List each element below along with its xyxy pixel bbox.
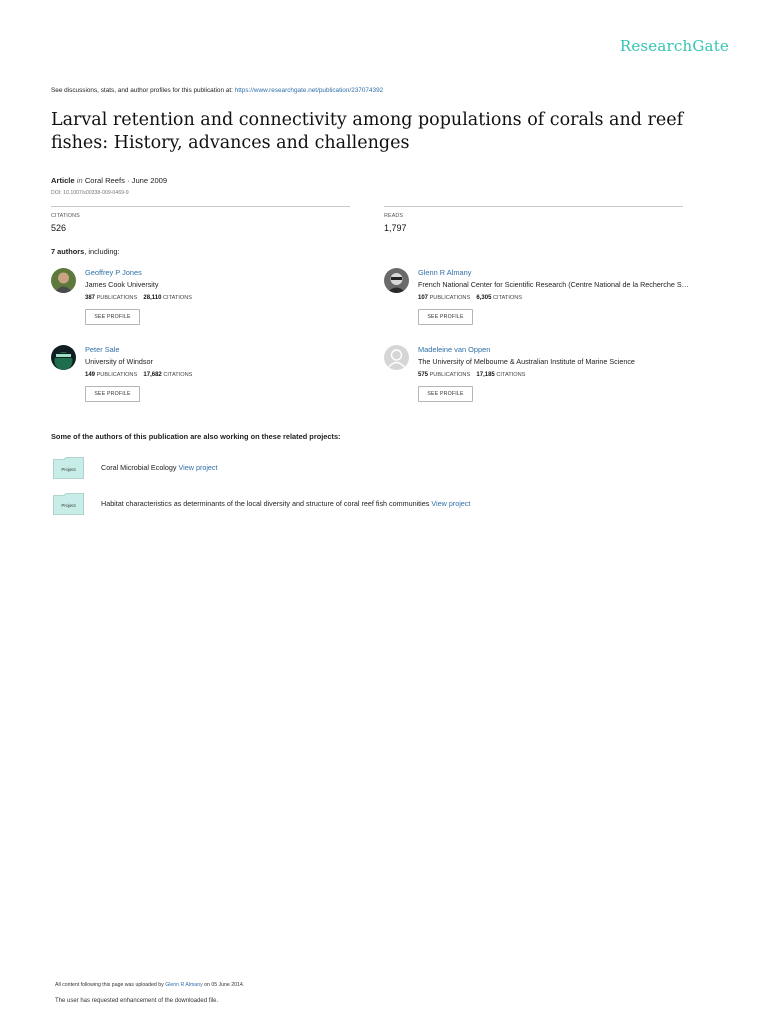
researchgate-logo[interactable]: ResearchGate	[619, 37, 729, 55]
author-institution: The University of Melbourne & Australian Institute of Marine Science	[418, 357, 635, 366]
default-user-icon	[384, 345, 409, 370]
publications-count: 575	[418, 372, 429, 378]
author-card	[51, 345, 391, 415]
author-stats	[418, 295, 522, 301]
uploader-link[interactable]: Glenn R Almany	[165, 982, 203, 988]
reads-label: READS	[384, 213, 404, 219]
citations-label: CITATIONS	[163, 295, 193, 301]
doi: DOI: 10.1007/s00338-009-0469-9	[51, 190, 129, 196]
citations-count: 28,110	[143, 295, 162, 301]
author-institution: University of Windsor	[85, 357, 153, 366]
publications-label: PUBLICATIONS	[96, 372, 138, 378]
see-profile-button[interactable]: SEE PROFILE	[418, 309, 473, 325]
discussion-text: See discussions, stats, and author profiles for this publication at:	[51, 87, 233, 94]
project-icon-label: Project	[61, 467, 76, 472]
author-avatar[interactable]	[384, 345, 409, 370]
see-profile-button[interactable]: SEE PROFILE	[85, 309, 140, 325]
citations-count: 6,305	[476, 295, 492, 301]
article-meta	[51, 176, 167, 185]
project-icon-label: Project	[61, 503, 76, 508]
publication-title: Larval retention and connectivity among populations of corals and reef fishes: History, advances and challenges	[51, 110, 684, 153]
author-name[interactable]: Peter Sale	[85, 345, 120, 354]
author-avatar[interactable]	[51, 268, 76, 293]
citations-label: CITATIONS	[496, 372, 526, 378]
citations-label: CITATIONS	[51, 213, 80, 219]
upload-note	[55, 982, 244, 988]
project-title: Coral Microbial Ecology	[101, 463, 177, 472]
publications-label: PUBLICATIONS	[96, 295, 138, 301]
project-title: Habitat characteristics as determinants of the local diversity and structure of coral reef fish communities	[101, 499, 430, 508]
citations-label: CITATIONS	[163, 372, 193, 378]
author-card	[384, 345, 724, 415]
publication-url-link[interactable]: https://www.researchgate.net/publication/237074392	[234, 87, 384, 94]
person-photo-icon	[51, 268, 76, 293]
person-photo-icon	[384, 268, 409, 293]
view-project-link[interactable]: View project	[431, 499, 471, 508]
project-text	[101, 463, 218, 472]
author-stats	[85, 372, 192, 378]
author-card	[384, 268, 724, 338]
citations-count: 17,682	[143, 372, 162, 378]
authors-count: 7 authors	[51, 247, 85, 256]
see-profile-button[interactable]: SEE PROFILE	[85, 386, 140, 402]
publications-label: PUBLICATIONS	[429, 295, 471, 301]
view-project-link[interactable]: View project	[178, 463, 218, 472]
author-institution: James Cook University	[85, 280, 159, 289]
publications-label: PUBLICATIONS	[429, 372, 471, 378]
project-item	[51, 493, 691, 517]
citations-value: 526	[51, 223, 67, 233]
project-folder-icon	[53, 493, 84, 515]
authors-suffix: , including:	[84, 247, 120, 256]
related-projects-heading: Some of the authors of this publication are also working on these related projects:	[51, 432, 341, 441]
project-item	[51, 457, 691, 481]
author-stats	[85, 295, 192, 301]
enhancement-note: The user has requested enhancement of the downloaded file.	[55, 998, 219, 1004]
upload-prefix: All content following this page was uploaded by	[55, 982, 164, 988]
venue-date: Coral Reefs · June 2009	[84, 176, 168, 185]
publications-count: 387	[85, 295, 96, 301]
publications-count: 107	[418, 295, 429, 301]
author-name[interactable]: Madeleine van Oppen	[418, 345, 491, 354]
project-text	[101, 499, 470, 508]
author-name[interactable]: Glenn R Almany	[418, 268, 472, 277]
citations-count: 17,185	[476, 372, 495, 378]
discussion-line	[51, 87, 383, 94]
project-folder-icon	[53, 457, 84, 479]
author-avatar[interactable]	[51, 345, 76, 370]
upload-suffix: on 05 June 2014.	[204, 982, 245, 988]
publications-count: 149	[85, 372, 96, 378]
author-stats	[418, 372, 525, 378]
citations-label: CITATIONS	[493, 295, 523, 301]
reads-divider	[384, 206, 683, 207]
article-type: Article	[51, 176, 75, 185]
reads-value: 1,797	[384, 223, 407, 233]
author-card	[51, 268, 391, 338]
see-profile-button[interactable]: SEE PROFILE	[418, 386, 473, 402]
planet-photo-icon	[51, 345, 76, 370]
author-name[interactable]: Geoffrey P Jones	[85, 268, 142, 277]
authors-heading	[51, 247, 120, 256]
author-avatar[interactable]	[384, 268, 409, 293]
article-in: in	[76, 176, 83, 185]
citations-divider	[51, 206, 350, 207]
author-institution: French National Center for Scientific Research (Centre National de la Recherche S…	[418, 280, 689, 289]
